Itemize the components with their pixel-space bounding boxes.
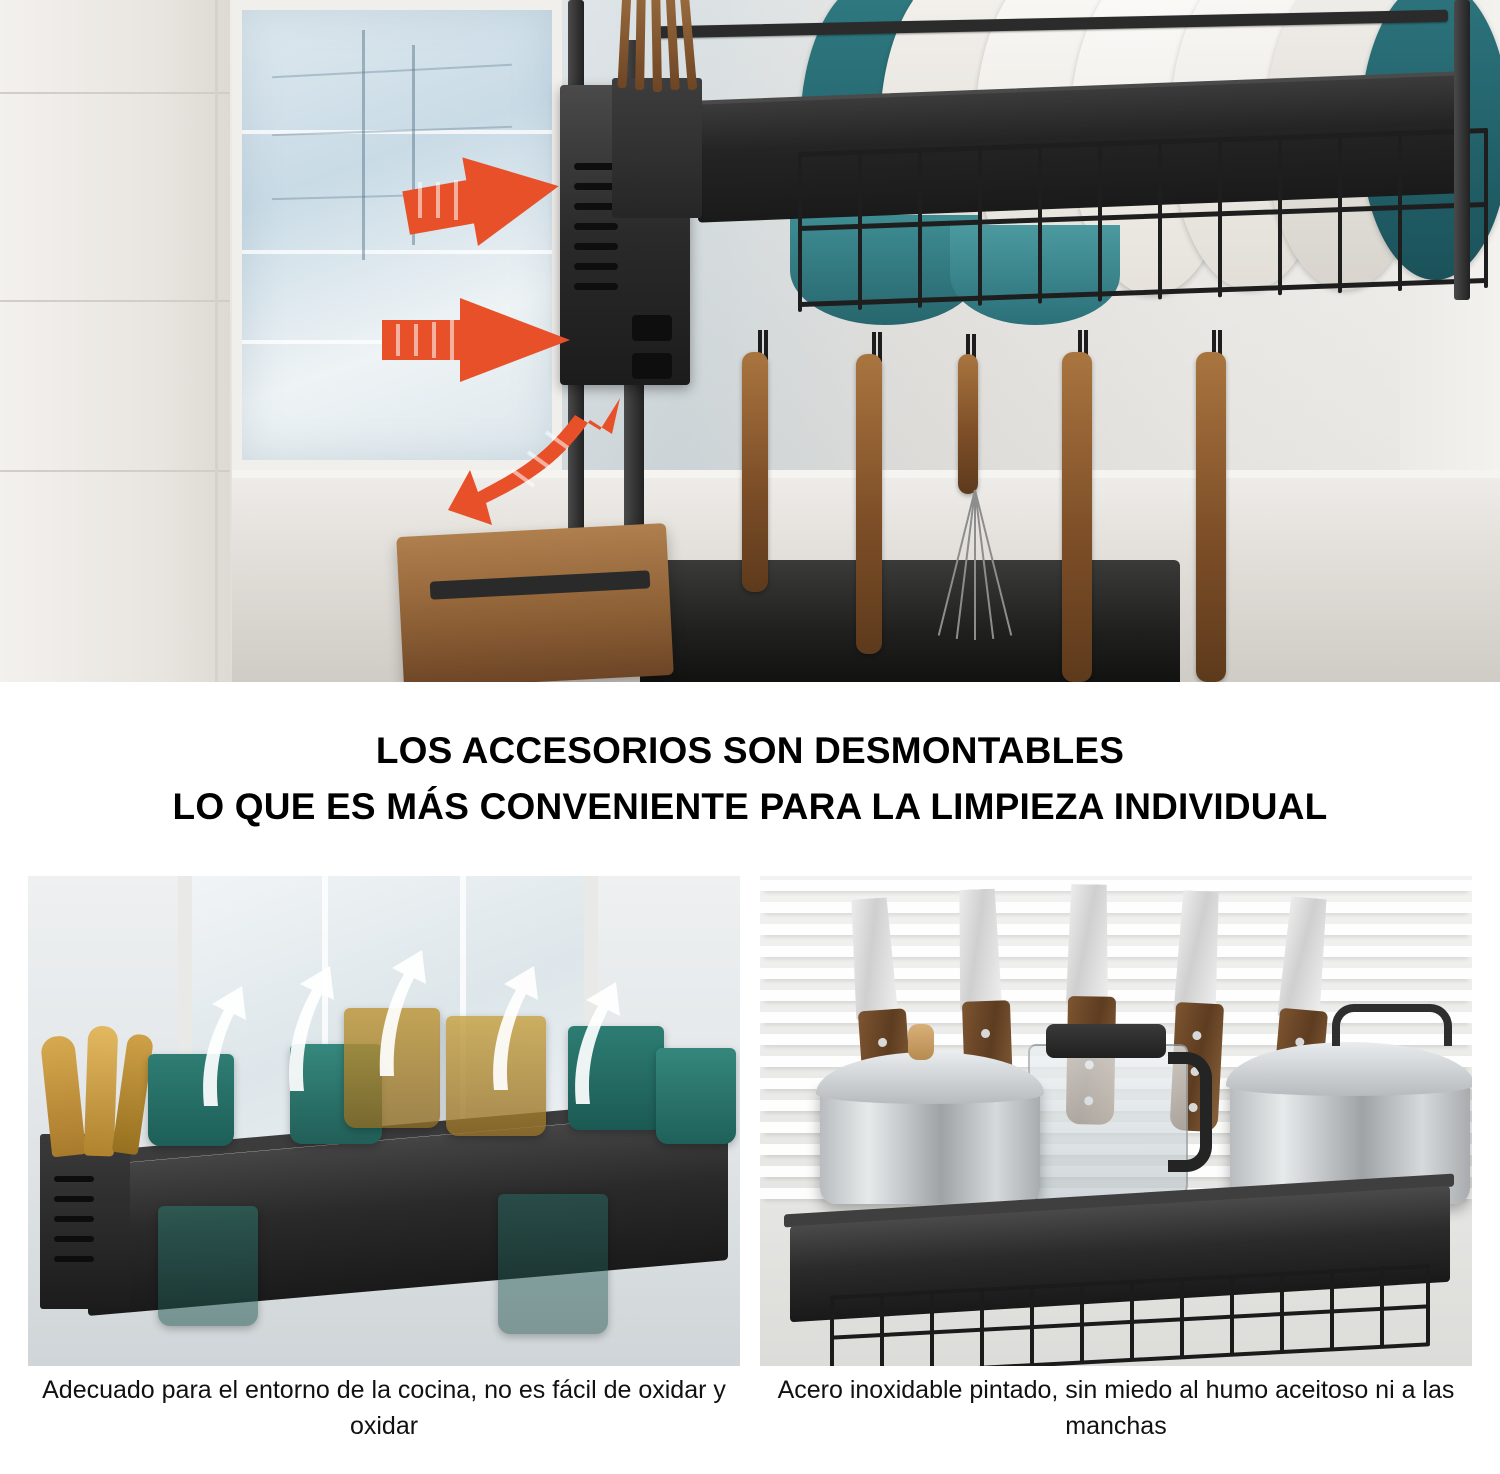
panel-painted-stainless-caption: Acero inoxidable pintado, sin miedo al humo aceitoso ni a las manchas bbox=[777, 1376, 1455, 1440]
ventilation-arrows bbox=[28, 876, 740, 1366]
pot-lid-knob bbox=[908, 1024, 934, 1060]
kettle-handle bbox=[1168, 1052, 1212, 1172]
panel-painted-stainless-photo bbox=[760, 876, 1472, 1366]
glass-kettle bbox=[1028, 1044, 1188, 1204]
panel-rust-resistant-photo bbox=[28, 876, 740, 1366]
headline-block bbox=[0, 684, 1500, 874]
panel-painted-stainless bbox=[760, 876, 1472, 1474]
hero-photo bbox=[0, 0, 1500, 682]
headline-line-2: LO QUE ES MÁS CONVENIENTE PARA LA LIMPIEZA INDIVIDUAL bbox=[172, 786, 1328, 827]
arrow-middle-left bbox=[382, 298, 570, 382]
arrow-upper-left bbox=[398, 142, 566, 258]
kettle-lid bbox=[1046, 1024, 1166, 1058]
feature-panels bbox=[0, 876, 1500, 1474]
hero-arrow-overlay bbox=[0, 0, 1500, 682]
arrow-lower-left bbox=[448, 398, 620, 525]
headline-line-1: LOS ACCESORIOS SON DESMONTABLES bbox=[375, 730, 1125, 771]
pan-handle bbox=[1332, 1004, 1452, 1046]
panel-rust-resistant-caption: Adecuado para el entorno de la cocina, no es fácil de oxidar y oxidar bbox=[42, 1376, 726, 1440]
panel-rust-resistant bbox=[28, 876, 740, 1474]
